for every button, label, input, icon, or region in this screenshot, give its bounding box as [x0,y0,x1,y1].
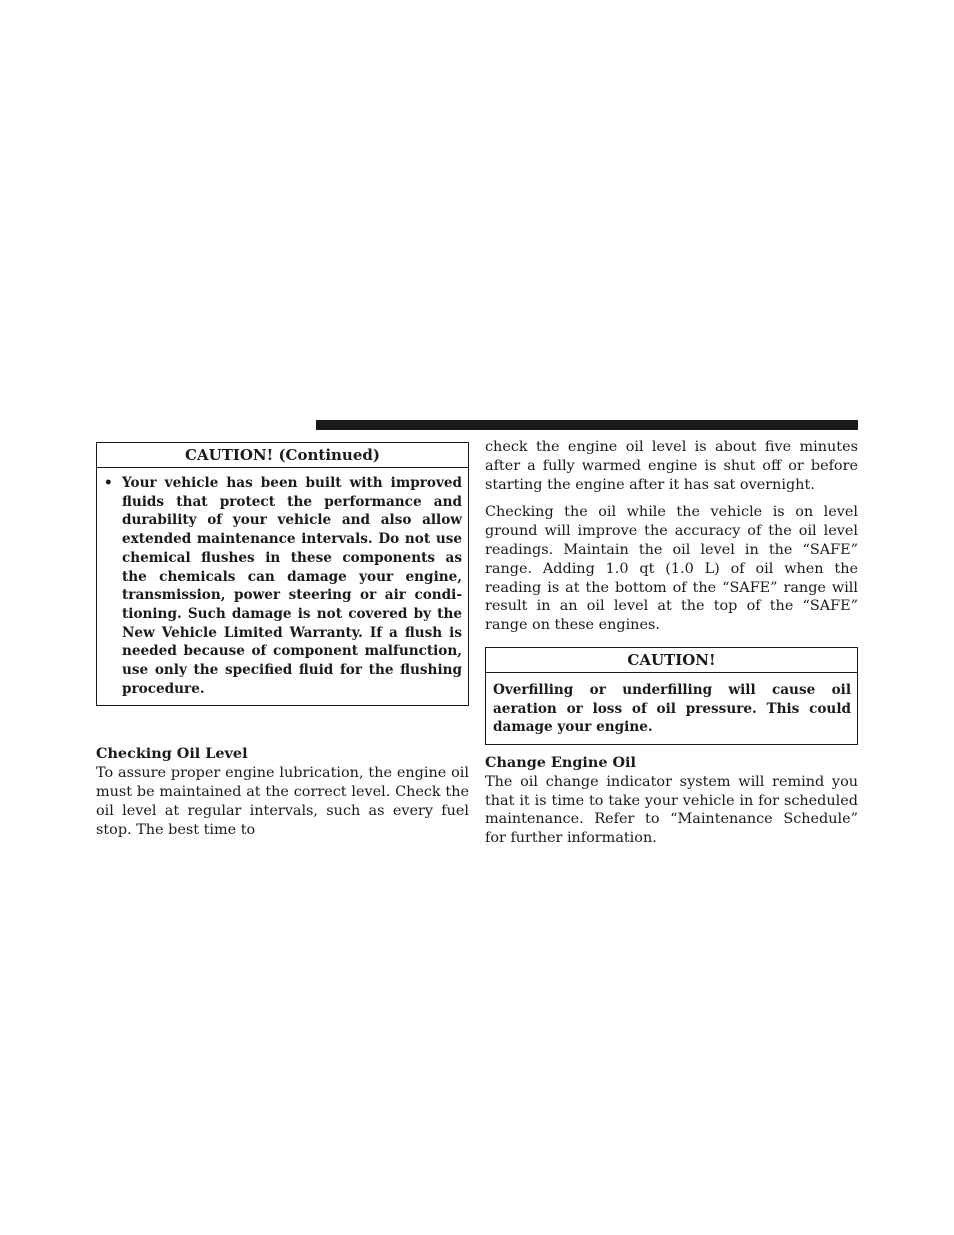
caution-continued-title: CAUTION! (Continued) [97,443,468,468]
caution-bullet-item [104,474,462,698]
caution-title: CAUTION! [486,648,857,673]
right-column [485,438,858,848]
caution-continued-box [96,442,469,706]
left-column [96,442,469,839]
caution-body [486,673,857,744]
bullet-icon: • [104,475,113,491]
change-engine-oil-heading: Change Engine Oil [485,754,636,772]
caution-bullet-text: Your vehicle has been built with improved fluids that protect the performance and durability of your vehicle and also allow extended maintenance intervals. Do not use chemical flushes in these components as the chemicals can damage your engine, transmission, power steering or air condi-tioning. Such damage is not covered by the New Vehicle Limited Warranty. If a flush is needed because of component malfunction, use only the specified fluid for the flushing procedure. [122,475,462,697]
change-engine-oil-paragraph: The oil change indicator system will remind you that it is time to take your vehicle in for scheduled maintenance. Refer to “Maintenance Schedule” for further information. [485,773,858,847]
section-header-bar [316,420,858,430]
caution-text: Overfilling or underfilling will cause oil aeration or loss of oil pressure. This could damage your engine. [493,681,851,736]
checking-oil-level-paragraph: To assure proper engine lubrication, the engine oil must be maintained at the correct level. Check the oil level at regular intervals, such as every fuel stop. The best time to [96,765,469,838]
caution-box [485,647,858,745]
checking-oil-level-heading: Checking Oil Level [96,745,248,763]
caution-continued-body [97,468,468,705]
level-ground-paragraph: Checking the oil while the vehicle is on level ground will improve the accuracy of the oil level readings. Maintain the oil level in the “SAFE” range. Adding 1.0 qt (1.0 L) of oil when the reading is at the bottom of the “SAFE” range will result in an oil level at the top of the “SAFE” range on these engines. [485,504,858,634]
oil-check-timing-paragraph: check the engine oil level is about five minutes after a fully warmed engine is shut off or before starting the engine after it has sat overnight. [485,439,858,493]
